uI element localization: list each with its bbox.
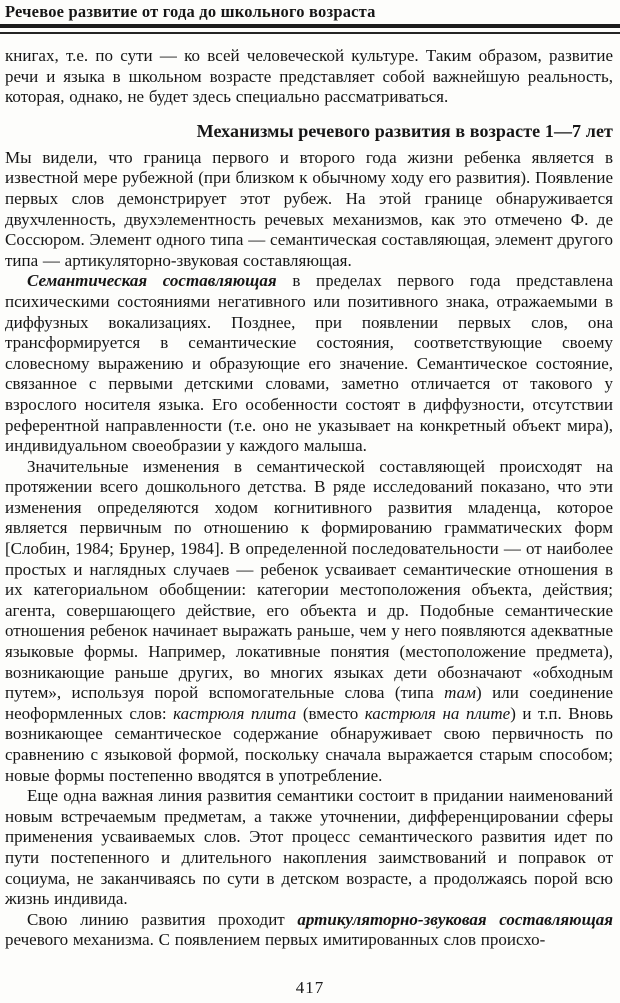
text-run: в пределах первого года представлена психическими состояниями негативного или позитивного знака, отражаемыми в диффузных вокализациях. Позднее, при появлении первых слов, она трансформируется в семантические состояния, соответствующие своему словесному выражению и образующие его значение. Семантическое состояние, связанное с первыми детскими словами, заметно отличается от такового у взрослого носителя языка. Его особенности состоят в диффузности, отсутствии референтной направленности (т.е. оно не указывает на конкретный объект мира), индивидуальном своеобразии у каждого малыша. bbox=[5, 271, 613, 456]
running-title: Речевое развитие от года до школьного возраста bbox=[5, 2, 376, 21]
italic-word: кастрюля на плите bbox=[364, 703, 511, 723]
paragraphs-container bbox=[5, 148, 613, 951]
paragraph bbox=[5, 910, 613, 951]
italic-word: кастрюля плита bbox=[173, 703, 297, 723]
paragraph bbox=[5, 271, 613, 456]
italic-word: там bbox=[444, 683, 477, 703]
text-run: Значительные изменения в семантической составляющей происходят на протяжении всего дошкольного детства. В ряде исследований показано, что эти изменения определяются ходом когнитивного развития младенца, которое является первичным по отношению к формированию грамматических форм [Слобин, 1984; Брунер, 1984]. В определенной последовательности — от наиболее простых и наглядных случаев — ребенок усваивает семантические отношения в их категориальном обобщении: категории местоположения объекта, действия; агента, совершающего действие, его объекта и др. Подобные семантические отношения ребенок начинает выражать раньше, чем у него появляются адекватные языковые формы. Например, локативные понятия (местоположение предмета), возникающие раньше других, во многих языках дети обозначают «обходным путем», используя порой вспомогательные слова (типа bbox=[5, 456, 613, 703]
paragraph bbox=[5, 148, 613, 272]
page-number: 417 bbox=[295, 978, 325, 997]
text-run: ) или соединение неоформленных слов: bbox=[5, 683, 613, 723]
header-rule-thick bbox=[0, 24, 620, 28]
section-heading: Механизмы речевого развития в возрасте 1—7 лет bbox=[196, 120, 613, 141]
text-run: Свою линию развития проходит bbox=[27, 909, 298, 929]
page-header bbox=[0, 0, 620, 34]
emphasized-term: артикуляторно-звуковая составляющая bbox=[297, 909, 613, 929]
text-run: (вместо bbox=[296, 703, 365, 723]
intro-paragraphs-container bbox=[5, 46, 613, 108]
text-run: ) и т.п. Вновь возникающее семантическое содержание обнаруживает свою первичность по сравнению с языковой формой, поскольку сначала выражается старым способом; новые формы постепенно вводятся в употребление. bbox=[5, 703, 613, 785]
text-run: речевого механизма. С появлением первых имитированных слов происхо- bbox=[5, 930, 546, 950]
page-footer bbox=[0, 978, 620, 998]
emphasized-term: Семантическая составляющая bbox=[27, 271, 277, 291]
text-run: книгах, т.е. по сути — ко всей человеческой культуре. Таким образом, развитие речи и языка в школьном возрасте представляет собой важнейшую реальность, которая, однако, не будет здесь специально рассматриваться. bbox=[5, 46, 613, 107]
page-body bbox=[0, 34, 620, 951]
paragraph bbox=[5, 786, 613, 910]
paragraph bbox=[5, 46, 613, 108]
paragraph bbox=[5, 457, 613, 787]
text-run: Еще одна важная линия развития семантики состоит в придании наименований новым встречаемым предметам, а также уточнении, дифференцировании сферы применения усваиваемых слов. Этот процесс семантического развития идет по пути постепенного и длительного накопления заимствований и поправок от социума, не заканчиваясь по сути в детском возрасте, а продолжаясь порой всю жизнь индивида. bbox=[5, 786, 613, 909]
text-run: Мы видели, что граница первого и второго года жизни ребенка является в известной мере рубежной (при близком к обычному ходу его развития). Появление первых слов демонстрирует этот рубеж. На этой границе обнаруживается двухчленность, двухэлементность речевых механизмов, как это отмечено Ф. де Соссюром. Элемент одного типа — семантическая составляющая, элемент другого типа — артикуляторно-звуковая составляющая. bbox=[5, 147, 613, 270]
